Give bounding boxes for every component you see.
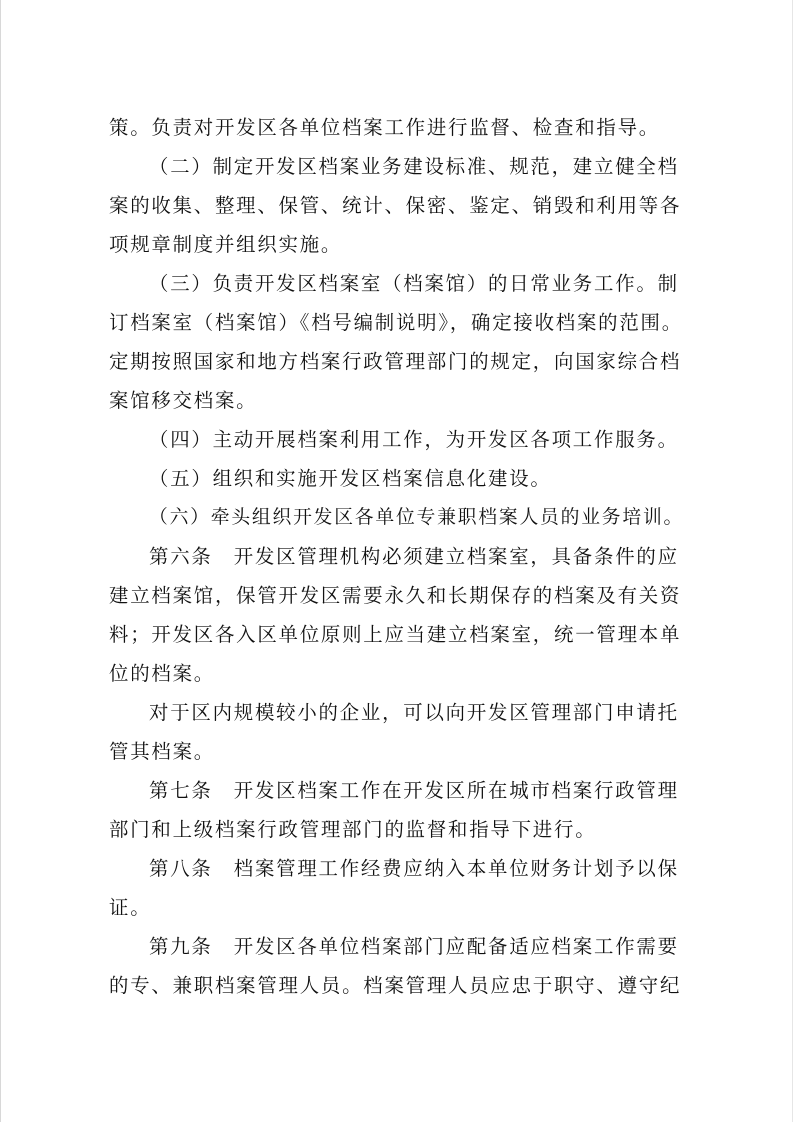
text-line: 证。 bbox=[109, 896, 152, 919]
text-line: 料；开发区各入区单位原则上应当建立档案室，统一管理本单 bbox=[109, 623, 682, 646]
text-line: 案馆移交档案。 bbox=[109, 389, 258, 412]
text-line: 第七条 开发区档案工作在开发区所在城市档案行政管理 bbox=[149, 779, 679, 802]
text-line: 位的档案。 bbox=[109, 662, 215, 685]
text-line: 定期按照国家和地方档案行政管理部门的规定，向国家综合档 bbox=[109, 350, 682, 373]
text-line: 的专、兼职档案管理人员。档案管理人员应忠于职守、遵守纪 bbox=[109, 974, 682, 997]
text-line: （五）组织和实施开发区档案信息化建设。 bbox=[149, 467, 552, 490]
text-line: 建立档案馆，保管开发区需要永久和长期保存的档案及有关资 bbox=[109, 584, 682, 607]
text-line: 订档案室（档案馆）《档号编制说明》，确定接收档案的范围。 bbox=[109, 311, 683, 334]
text-line: 项规章制度并组织实施。 bbox=[109, 233, 343, 256]
text-line: 第八条 档案管理工作经费应纳入本单位财务计划予以保 bbox=[149, 857, 679, 880]
text-line: 管其档案。 bbox=[109, 740, 215, 763]
document-body bbox=[109, 108, 689, 1005]
text-line: （四）主动开展档案利用工作，为开发区各项工作服务。 bbox=[149, 428, 679, 451]
text-line: 对于区内规模较小的企业，可以向开发区管理部门申请托 bbox=[149, 701, 679, 724]
text-line: （六）牵头组织开发区各单位专兼职档案人员的业务培训。 bbox=[149, 507, 685, 528]
text-line: 案的收集、整理、保管、统计、保密、鉴定、销毁和利用等各 bbox=[109, 194, 682, 217]
text-line: （三）负责开发区档案室（档案馆）的日常业务工作。制 bbox=[149, 272, 679, 295]
text-line: 策。负责对开发区各单位档案工作进行监督、检查和指导。 bbox=[109, 116, 660, 139]
text-line: （二）制定开发区档案业务建设标准、规范，建立健全档 bbox=[149, 155, 679, 178]
text-line: 第六条 开发区管理机构必须建立档案室，具备条件的应 bbox=[149, 545, 679, 568]
text-line: 部门和上级档案行政管理部门的监督和指导下进行。 bbox=[109, 818, 597, 841]
text-line: 第九条 开发区各单位档案部门应配备适应档案工作需要 bbox=[149, 935, 679, 958]
